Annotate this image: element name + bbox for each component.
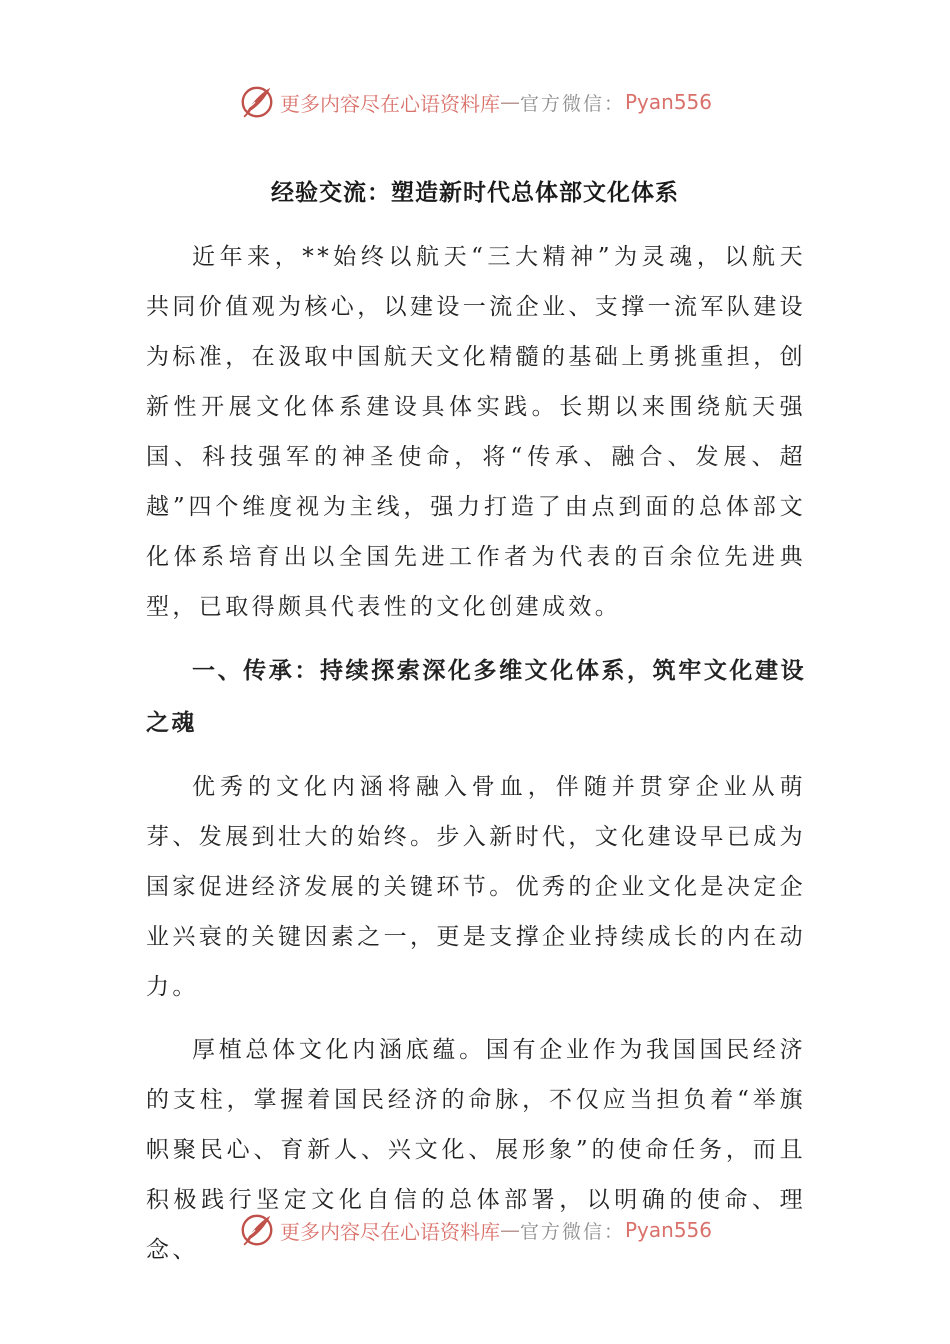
footer-banner-wechat-id: Pyan556 — [625, 1218, 713, 1242]
header-banner-wechat-label: 官方微信： — [519, 92, 625, 115]
section1-paragraph-1: 优秀的文化内涵将融入骨血，伴随并贯穿企业从萌芽、发展到壮大的始终。步入新时代，文化建设早已成为国家促进经济发展的关键环节。优秀的企业文化是决定企业兴衰的关键因素之一，更是支撑企业持续成长的内在动力。 — [146, 774, 806, 1000]
document-title: 经验交流：塑造新时代总体部文化体系 — [271, 180, 679, 206]
intro-paragraph: 近年来，**始终以航天“三大精神”为灵魂，以航天共同价值观为核心，以建设一流企业、支撑一流军队建设为标准，在汲取中国航天文化精髓的基础上勇挑重担，创新性开展文化体系建设具体实践。长期以来围绕航天强国、科技强军的神圣使命，将“传承、融合、发展、超越”四个维度视为主线，强力打造了由点到面的总体部文化体系培育出以全国先进工作者为代表的百余位先进典型，已取得颇具代表性的文化创建成效。 — [146, 244, 806, 620]
red-quill-logo-icon — [238, 1211, 276, 1249]
red-quill-logo-icon — [238, 83, 276, 121]
header-banner-wechat-id: Pyan556 — [625, 90, 713, 114]
document-body — [146, 232, 806, 1275]
header-banner-main-text: 更多内容尽在心语资料库 — [279, 91, 500, 116]
footer-banner — [0, 1210, 950, 1250]
header-banner-separator: — — [499, 90, 520, 114]
footer-banner-separator: — — [499, 1218, 520, 1242]
header-banner — [0, 82, 950, 122]
footer-banner-main-text: 更多内容尽在心语资料库 — [279, 1219, 500, 1244]
section1-paragraph-2: 厚植总体文化内涵底蕴。国有企业作为我国国民经济的支柱，掌握着国民经济的命脉，不仅应当担负着“举旗帜聚民心、育新人、兴文化、展形象”的使命任务，而且积极践行坚定文化自信的总体部署，以明确的使命、理念、 — [146, 1037, 806, 1263]
section-heading-1: 一、传承：持续探索深化多维文化体系，筑牢文化建设之魂 — [146, 658, 806, 736]
footer-banner-wechat-label: 官方微信： — [519, 1220, 625, 1243]
